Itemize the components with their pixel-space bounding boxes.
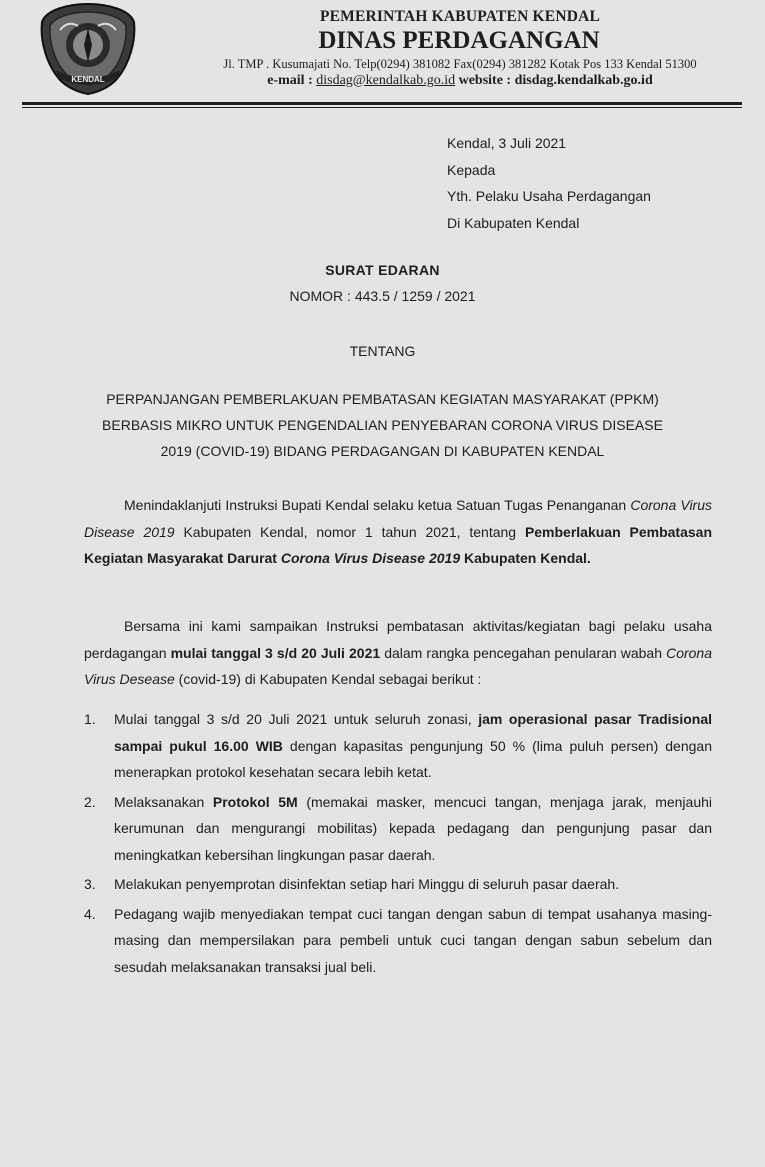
list-item: 3. Melakukan penyemprotan disinfektan setiap hari Minggu di seluruh pasar daerah.	[84, 876, 620, 892]
svg-text:KENDAL: KENDAL	[71, 75, 105, 84]
email-link[interactable]: disdag@kendalkab.go.id	[316, 73, 456, 88]
government-name: PEMERINTAH KABUPATEN KENDAL	[319, 8, 601, 25]
recipient-addressee: Yth. Pelaku Usaha Perdagangan	[447, 188, 651, 205]
paragraph-reference: Menindaklanjuti Instruksi Bupati Kendal selaku ketua Satuan Tugas Penanganan Corona Virus Disease 2019 Kabupaten Kendal, nomor 1 tahun 2021, tentang Pemberlakuan Pembatasan Kegiatan Masyarakat Darurat Corona Virus Disease 2019 Kabupaten Kendal.	[84, 497, 712, 566]
recipient-location: Di Kabupaten Kendal	[447, 214, 580, 231]
list-item: 4. Pedagang wajib menyediakan tempat cuci tangan dengan sabun di tempat usahanya masing-masing dan mempersilakan para pembeli untuk cuci tangan dengan sabun sebelum dan sesudah melaksanakan transaksi jual beli.	[84, 905, 712, 975]
letterhead	[160, 8, 750, 90]
about-label: TENTANG	[349, 343, 416, 359]
list-item: 1. Mulai tanggal 3 s/d 20 Juli 2021 untuk seluruh zonasi, jam operasional pasar Tradisional sampai pukul 16.00 WIB dengan kapasitas pengunjung 50 % (lima puluh persen) dengan menerapkan protokol kesehatan secara lebih ketat.	[84, 711, 713, 780]
letter-title: SURAT EDARAN	[325, 262, 440, 278]
instruction-list	[84, 706, 712, 983]
website-link[interactable]: disdag.kendalkab.go.id	[514, 73, 653, 88]
recipient-block	[447, 130, 651, 236]
kendal-regency-emblem	[38, 0, 138, 95]
subject-line: BERBASIS MIKRO UNTUK PENGENDALIAN PENYEBARAN CORONA VIRUS DISEASE	[102, 417, 663, 433]
letter-subject	[0, 386, 765, 464]
subject-line: 2019 (COVID-19) BIDANG PERDAGANGAN DI KABUPATEN KENDAL	[160, 443, 605, 459]
letter-date: Kendal, 3 Juli 2021	[447, 135, 567, 151]
website-label: website :	[458, 73, 512, 88]
list-item: 2. Melaksanakan Protokol 5M (memakai masker, mencuci tangan, menjaga jarak, menjauhi kerumunan dan mengurangi mobilitas) kepada pedagang dan pengunjung pasar dan meningkatkan kebersihan lingkungan pasar daerah.	[84, 793, 713, 863]
subject-line: PERPANJANGAN PEMBERLAKUAN PEMBATASAN KEGIATAN MASYARAKAT (PPKM)	[106, 391, 659, 407]
paragraph-instruction: Bersama ini kami sampaikan Instruksi pembatasan aktivitas/kegiatan bagi pelaku usaha perdagangan mulai tanggal 3 s/d 20 Juli 2021 dalam rangka pencegahan penularan wabah Corona Virus Desease (covid-19) di Kabupaten Kendal sebagai berikut :	[84, 618, 712, 687]
letter-number: NOMOR : 443.5 / 1259 / 2021	[289, 288, 476, 304]
recipient-to: Kepada	[447, 161, 496, 178]
email-label: e-mail :	[267, 73, 313, 88]
office-address: Jl. TMP . Kusumajati No. Telp(0294) 381082 Fax(0294) 381282 Kotak Pos 133 Kendal 51300	[223, 57, 697, 71]
contact-line	[170, 72, 750, 90]
letterhead-rule-thin	[22, 107, 742, 108]
department-name: DINAS PERDAGANGAN	[318, 27, 600, 54]
letterhead-rule-thick	[22, 102, 742, 105]
